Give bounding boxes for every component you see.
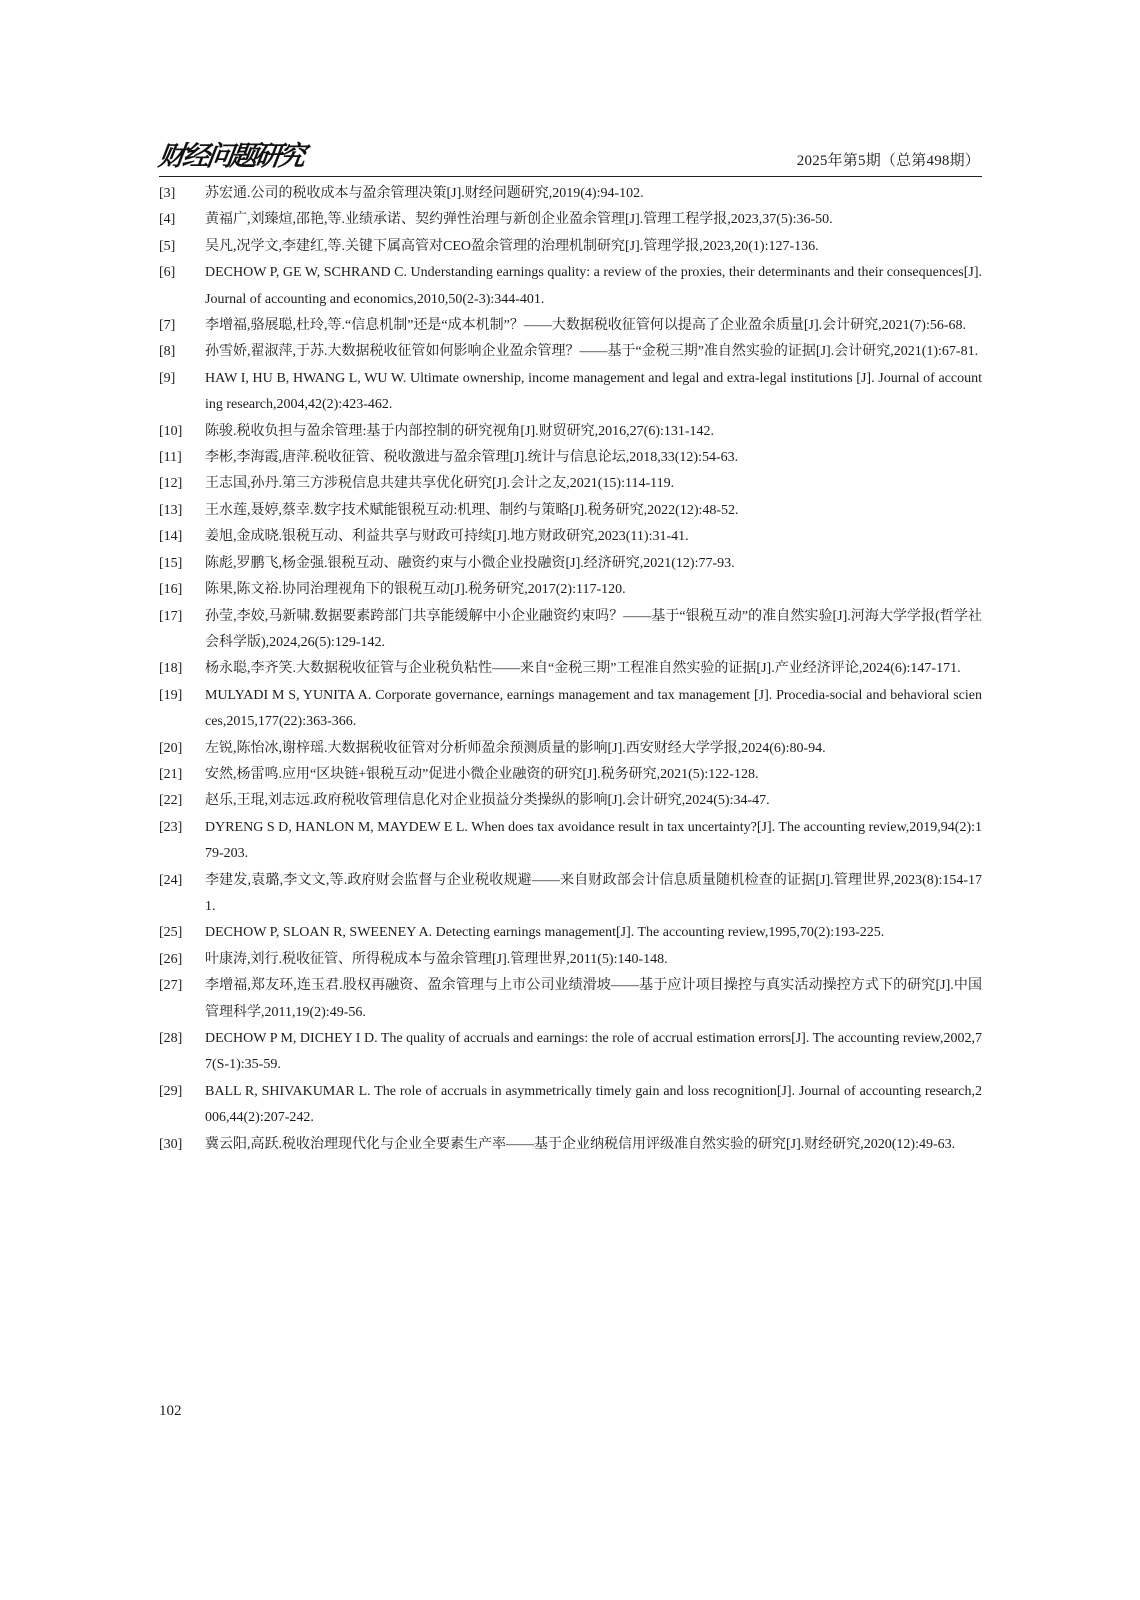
reference-number: [25] [159,925,183,941]
reference-text: DYRENG S D, HANLON M, MAYDEW E L. When does tax avoidance result in tax uncertainty?[J]. The accounting review,2019,94(2):179-203. [205,819,982,862]
reference-text: 陈果,陈文裕.协同治理视角下的银税互动[J].税务研究,2017(2):117-120. [205,582,626,598]
reference-number: [16] [159,582,183,598]
reference-text: 李增福,骆展聪,杜玲,等.“信息机制”还是“成本机制”？——大数据税收征管何以提高了企业盈余质量[J].会计研究,2021(7):56-68. [205,318,967,334]
reference-text: 叶康涛,刘行.税收征管、所得税成本与盈余管理[J].管理世界,2011(5):140-148. [205,951,668,967]
reference-text: 杨永聪,李齐笑.大数据税收征管与企业税负粘性——来自“金税三期”工程准自然实验的证据[J].产业经济评论,2024(6):147-171. [205,661,961,677]
reference-text: 孙莹,李姣,马新啸.数据要素跨部门共享能缓解中小企业融资约束吗？——基于“银税互动”的准自然实验[J].河海大学学报(哲学社会科学版),2024,26(5):129-142. [205,608,982,650]
reference-number: [30] [159,1136,183,1152]
reference-item [159,736,982,762]
reference-item [159,419,982,445]
reference-item [159,339,982,365]
reference-item [159,604,982,657]
reference-item [159,234,982,260]
reference-number: [14] [159,529,183,545]
reference-number: [9] [159,370,176,386]
reference-text: 吴凡,况学文,李建红,等.关键下属高管对CEO盈余管理的治理机制研究[J].管理学报,2023,20(1):127-136. [205,238,819,254]
reference-item [159,1026,982,1079]
reference-item [159,551,982,577]
page-number: 102 [159,1403,182,1419]
journal-logo: 财经问题研究 [156,141,305,172]
reference-number: [12] [159,476,183,492]
reference-item [159,471,982,497]
reference-number: [4] [159,212,176,228]
reference-number: [15] [159,555,183,571]
reference-text: 苏宏通.公司的税收成本与盈余管理决策[J].财经问题研究,2019(4):94-102. [205,186,644,201]
reference-item [159,577,982,603]
reference-number: [29] [159,1083,183,1099]
issue-info: 2025年第5期（总第498期） [796,153,980,169]
page-header [156,138,982,177]
reference-number: [26] [159,951,183,967]
reference-item [159,788,982,814]
reference-text: 孙雪娇,翟淑萍,于苏.大数据税收征管如何影响企业盈余管理？——基于“金税三期”准自然实验的证据[J].会计研究,2021(1):67-81. [205,344,979,360]
reference-text: 王志国,孙丹.第三方涉税信息共建共享优化研究[J].会计之友,2021(15):114-119. [205,476,675,492]
reference-text: 陈彪,罗鹏飞,杨金强.银税互动、融资约束与小微企业投融资[J].经济研究,2021(12):77-93. [205,555,735,571]
reference-item [159,1079,982,1132]
reference-item [159,445,982,471]
reference-item [159,498,982,524]
reference-text: MULYADI M S, YUNITA A. Corporate governance, earnings management and tax management [J]. Procedia-social and behavioral sciences,2015,177(22):363-366. [205,687,982,730]
reference-item [159,313,982,339]
reference-item [159,1132,982,1158]
reference-number: [22] [159,793,183,809]
reference-number: [7] [159,318,176,334]
reference-item [159,868,982,921]
reference-item [159,683,982,736]
reference-number: [5] [159,238,176,254]
reference-text: HAW I, HU B, HWANG L, WU W. Ultimate ownership, income management and legal and extra-legal institutions [J]. Journal of accounting research,2004,42(2):423-462. [205,370,982,413]
reference-number: [28] [159,1031,183,1046]
reference-text: 赵乐,王琨,刘志远.政府税收管理信息化对企业损益分类操纵的影响[J].会计研究,2024(5):34-47. [205,793,770,809]
reference-item [159,260,982,313]
reference-number: [8] [159,344,176,360]
reference-text: DECHOW P, GE W, SCHRAND C. Understanding earnings quality: a review of the proxies, their determinants and their consequences[J]. Journal of accounting and economics,2010,50(2-3):344-401. [205,265,982,307]
reference-text: 陈骏.税收负担与盈余管理:基于内部控制的研究视角[J].财贸研究,2016,27(6):131-142. [205,423,715,439]
reference-number: [6] [159,265,176,281]
reference-item [159,762,982,788]
reference-text: 李增福,郑友环,连玉君.股权再融资、盈余管理与上市公司业绩滑坡——基于应计项目操控与真实活动操控方式下的研究[J].中国管理科学,2011,19(2):49-56. [205,978,982,1020]
reference-number: [13] [159,502,183,518]
reference-text: 王水莲,聂婷,蔡幸.数字技术赋能银税互动:机理、制约与策略[J].税务研究,2022(12):48-52. [205,502,739,518]
reference-number: [3] [159,186,176,201]
reference-text: 安然,杨雷鸣.应用“区块链+银税互动”促进小微企业融资的研究[J].税务研究,2021(5):122-128. [205,766,759,782]
reference-item [159,656,982,682]
reference-text: DECHOW P M, DICHEY I D. The quality of accruals and earnings: the role of accrual estimation errors[J]. The accounting review,2002,77(S-1):35-59. [205,1031,982,1073]
reference-item [159,920,982,946]
reference-item [159,973,982,1026]
reference-text: 李彬,李海霞,唐萍.税收征管、税收激进与盈余管理[J].统计与信息论坛,2018,33(12):54-63. [205,450,739,466]
reference-text: 黄福广,刘臻煊,邵艳,等.业绩承诺、契约弹性治理与新创企业盈余管理[J].管理工程学报,2023,37(5):36-50. [205,212,833,228]
reference-number: [21] [159,766,183,782]
reference-item [159,181,982,207]
reference-text: 冀云阳,高跃.税收治理现代化与企业全要素生产率——基于企业纳税信用评级准自然实验的研究[J].财经研究,2020(12):49-63. [205,1136,956,1152]
reference-number: [24] [159,872,183,888]
reference-number: [18] [159,661,183,677]
reference-item [159,947,982,973]
reference-number: [19] [159,687,183,703]
reference-list [159,181,982,1158]
reference-item [159,524,982,550]
reference-number: [10] [159,423,183,439]
reference-text: DECHOW P, SLOAN R, SWEENEY A. Detecting earnings management[J]. The accounting review,1995,70(2):193-225. [205,925,885,941]
reference-number: [11] [159,450,182,466]
reference-number: [20] [159,740,183,756]
reference-item [159,815,982,868]
reference-number: [17] [159,608,183,624]
reference-item [159,366,982,419]
reference-text: 李建发,袁璐,李文文,等.政府财会监督与企业税收规避——来自财政部会计信息质量随机检查的证据[J].管理世界,2023(8):154-171. [205,872,982,914]
reference-text: 左锐,陈怡冰,谢梓瑶.大数据税收征管对分析师盈余预测质量的影响[J].西安财经大学学报,2024(6):80-94. [205,740,826,756]
reference-item [159,207,982,233]
reference-text: 姜旭,金成晓.银税互动、利益共享与财政可持续[J].地方财政研究,2023(11):31-41. [205,529,689,545]
reference-number: [27] [159,978,183,994]
reference-text: BALL R, SHIVAKUMAR L. The role of accruals in asymmetrically timely gain and loss recognition[J]. Journal of accounting research,2006,44(2):207-242. [205,1083,982,1126]
reference-number: [23] [159,819,183,835]
